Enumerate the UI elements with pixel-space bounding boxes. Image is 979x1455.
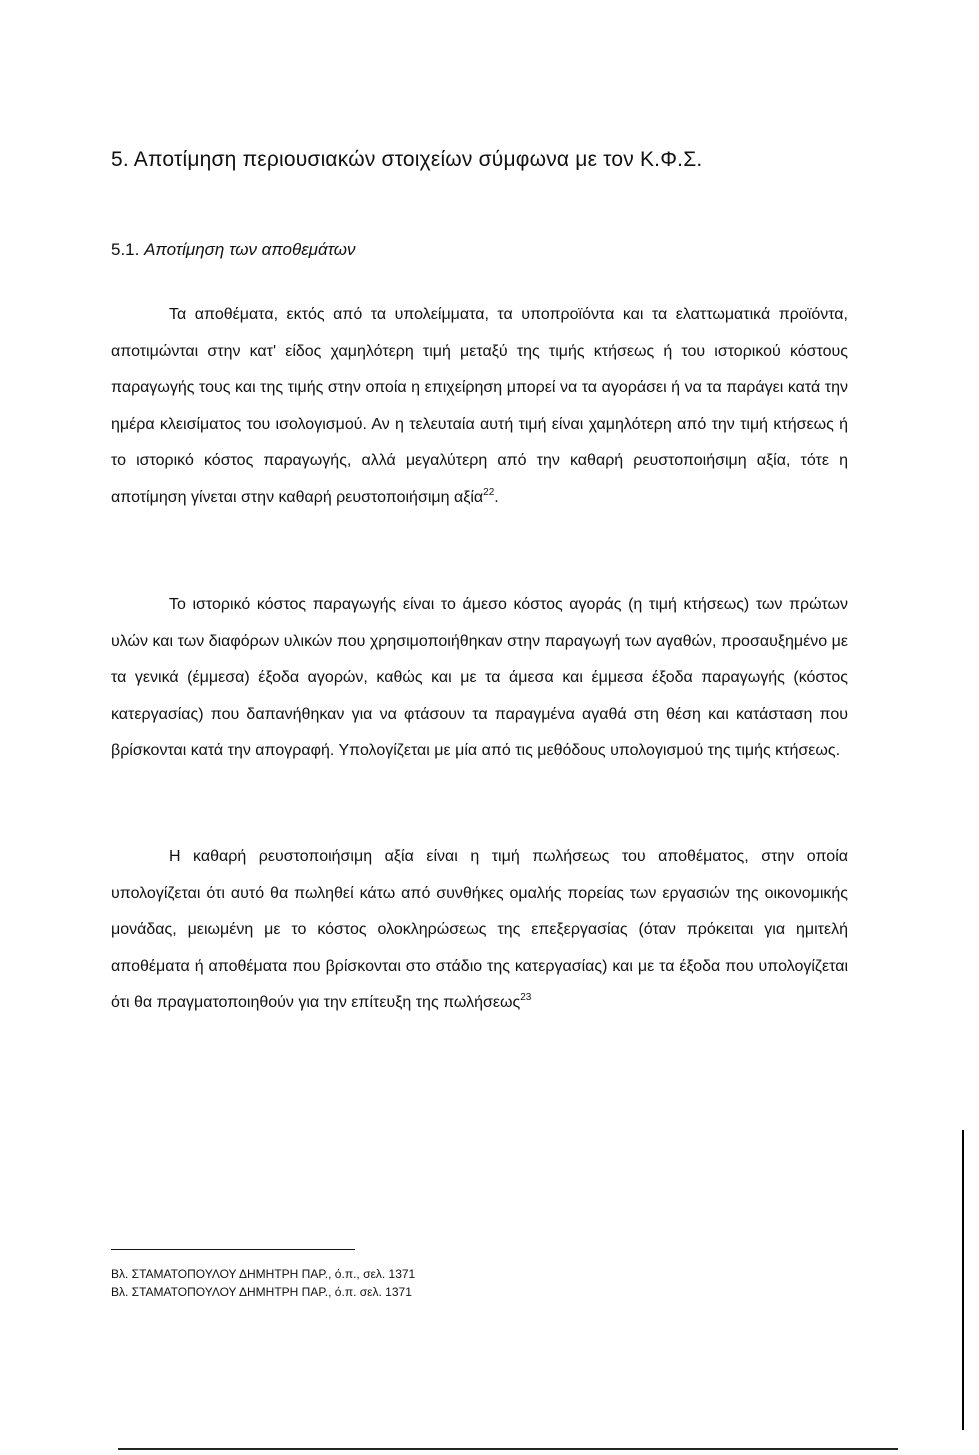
paragraph-3-text: Η καθαρή ρευστοποιήσιμη αξία είναι η τιμή πωλήσεως του αποθέματος, στην οποία υπολογίζεται ότι αυτό θα πωληθεί κάτω από συνθήκες ομαλής πορείας των εργασιών της οικονομικής μονάδας, μειωμένη με το κόστος ολοκληρώσεως της επεξεργασίας (όταν πρόκειται για ημιτελή αποθέματα ή αποθέματα που βρίσκονται στο στάδιο της κατεργασίας) και με τα έξοδα που υπολογίζεται ότι θα πραγματοποιηθούν για την επίτευξη της πωλήσεως [111,848,848,1012]
footnote-separator [111,1249,355,1250]
paragraph-2-text: Το ιστορικό κόστος παραγωγής είναι το άμεσο κόστος αγοράς (η τιμή κτήσεως) των πρώτων υλών και των διαφόρων υλικών που χρησιμοποιήθηκαν στην παραγωγή των αγαθών, προσαυξημένο με τα γενικά (έμμεσα) έξοδα αγορών, καθώς και με τα άμεσα και έμμεσα έξοδα παραγωγής (κόστος κατεργασίας) που δαπανήθηκαν για να φτάσουν τα παραγμένα αγαθά στη θέση και κατάσταση που βρίσκονται κατά την απογραφή. Υπολογίζεται με μία από τις μεθόδους υπολογισμού της τιμής κτήσεως. [111,596,848,760]
subsection-number: 5.1. [111,240,140,259]
footnotes-list [111,1265,415,1301]
scan-bottom-mark [118,1448,898,1450]
paragraph-1 [111,297,848,517]
subsection-heading [111,240,356,260]
paragraph-2 [111,587,848,770]
footnote-ref-23: 23 [520,992,532,1004]
footnote-23: Βλ. ΣΤΑΜΑΤΟΠΟΥΛΟΥ ΔΗΜΗΤΡΗ ΠΑΡ., ό.π. σελ. 1371 [111,1285,412,1299]
paragraph-1-text: Τα αποθέματα, εκτός από τα υπολείμματα, τα υποπροϊόντα και τα ελαττωματικά προϊόντα, αποτιμώνται στην κατ' είδος χαμηλότερη τιμή μεταξύ της τιμής κτήσεως ή του ιστορικού κόστους παραγωγής τους και της τιμής στην οποία η επιχείρηση μπορεί να τα αγοράσει ή να τα παράγει κατά την ημέρα κλεισίματος του ισολογισμού. Αν η τελευταία αυτή τιμή είναι χαμηλότερη από την τιμή κτήσεως ή το ιστορικό κόστος παραγωγής, αλλά μεγαλύτερη από την καθαρή ρευστοποιήσιμη αξία, τότε η αποτίμηση γίνεται στην καθαρή ρευστοποιήσιμη αξία [111,306,848,506]
footnote-ref-22: 22 [483,486,495,498]
section-heading: 5. Αποτίμηση περιουσιακών στοιχείων σύμφωνα με τον Κ.Φ.Σ. [111,148,703,171]
paragraph-1-end: . [494,488,499,506]
paragraph-3 [111,839,848,1022]
footnote-22: Βλ. ΣΤΑΜΑΤΟΠΟΥΛΟΥ ΔΗΜΗΤΡΗ ΠΑΡ., ό.π., σελ. 1371 [111,1267,416,1281]
subsection-title: Αποτίμηση των αποθεμάτων [144,240,356,259]
scan-edge-mark [962,1130,964,1430]
